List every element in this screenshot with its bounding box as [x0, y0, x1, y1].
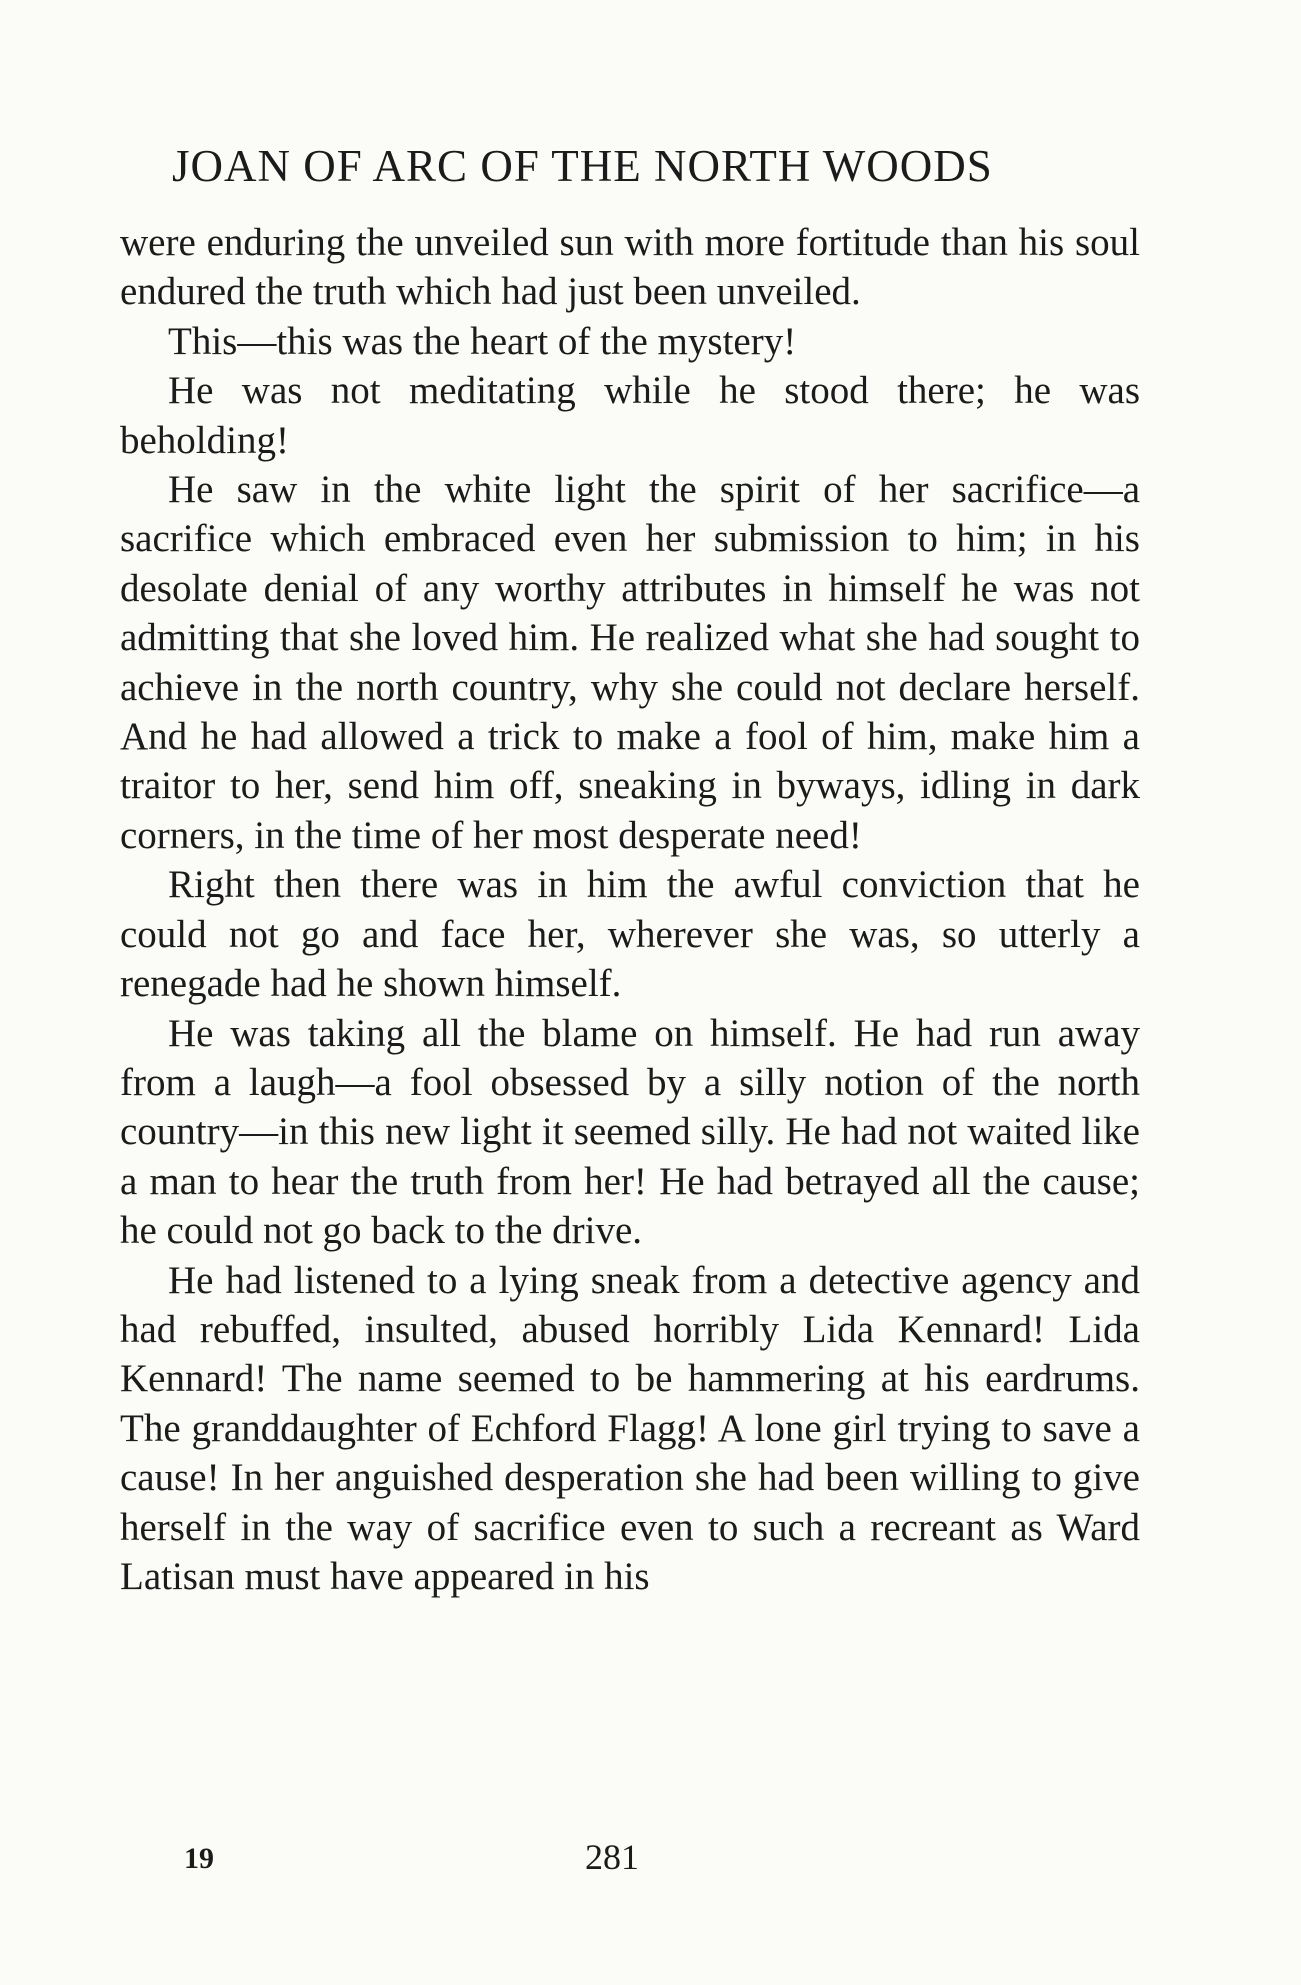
paragraph: This—this was the heart of the mystery! [168, 319, 797, 363]
paragraph: He was not meditating while he stood there; he was beholding! [120, 369, 1140, 462]
paragraph: He was taking all the blame on himself. He had run away from a laugh—a fool obsessed by a silly notion of the north country—in this new light it seemed silly. He had not waited like a man to hear the truth from her! He had betrayed all the cause; he could not go back to the drive. [120, 1011, 1140, 1253]
signature-mark: 19 [184, 1842, 214, 1875]
page-number: 281 [585, 1837, 639, 1877]
paragraph: were enduring the unveiled sun with more fortitude than his soul endured the truth which had just been unveiled. [120, 221, 1140, 314]
paragraph: Right then there was in him the awful conviction that he could not go and face her, wherever she was, so utterly a renegade had he shown himself. [120, 863, 1140, 1006]
body-text [120, 218, 1140, 1601]
paragraph: He had listened to a lying sneak from a detective agency and had rebuffed, insulted, abused horribly Lida Kennard! Lida Kennard! The name seemed to be hammering at his eardrums. The granddaughter of Echford Flagg! A lone girl trying to save a cause! In her anguished desperation she had been willing to give herself in the way of sacrifice even to such a recreant as Ward Latisan must have appeared in his [120, 1258, 1140, 1598]
paragraph: He saw in the white light the spirit of her sacrifice—a sacrifice which embraced even her submission to him; in his desolate denial of any worthy attributes in himself he was not admitting that she loved him. He realized what she had sought to achieve in the north country, why she could not declare herself. And he had allowed a trick to make a fool of him, make him a traitor to her, send him off, sneaking in byways, idling in dark corners, in the time of her most desperate need! [120, 468, 1140, 857]
running-head: JOAN OF ARC OF THE NORTH WOODS [172, 141, 993, 191]
